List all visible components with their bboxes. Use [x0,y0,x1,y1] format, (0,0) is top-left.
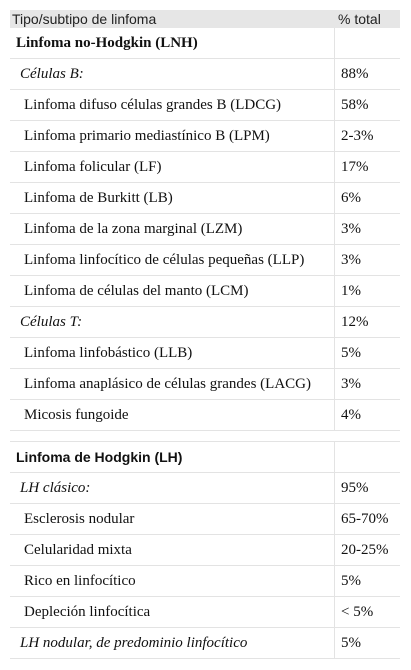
subgroup-row [10,473,400,504]
header-type: Tipo/subtipo de linfoma [12,11,157,27]
row-label: Linfoma de Burkitt (LB) [10,183,335,213]
row-label: Micosis fungoide [10,400,335,430]
row-label: Esclerosis nodular [10,504,335,534]
value-cell: 5% [341,634,361,651]
table-row [10,121,400,152]
value-cell [335,442,400,472]
section-row-lh [10,442,400,473]
lymphoma-table [10,10,400,659]
value-cell: 1% [341,282,361,299]
row-label: Linfoma difuso células grandes B (LDCG) [10,90,335,120]
value-cell: 6% [341,189,361,206]
table-row [10,183,400,214]
table-row [10,245,400,276]
table-row [10,504,400,535]
row-label: Depleción linfocítica [10,597,335,627]
subgroup-row [10,59,400,90]
section-spacer [10,431,400,442]
value-cell: 12% [341,313,369,330]
table-row [10,152,400,183]
value-cell: 17% [341,158,369,175]
table-row [10,214,400,245]
subgroup-label: Células B: [10,59,335,89]
section-row-lnh [10,28,400,59]
value-cell: 2-3% [341,127,374,144]
subgroup-row [10,628,400,659]
subgroup-label: LH nodular, de predominio linfocítico [10,628,335,658]
value-cell: 58% [341,96,369,113]
table-row [10,597,400,628]
table-row [10,535,400,566]
row-label: Rico en linfocítico [10,566,335,596]
row-label: Celularidad mixta [10,535,335,565]
value-cell: 3% [341,375,361,392]
value-cell: 88% [341,65,369,82]
subgroup-label: Células T: [10,307,335,337]
subgroup-label: LH clásico: [10,473,335,503]
value-cell: 5% [341,572,361,589]
row-label: Linfoma anaplásico de células grandes (LACG) [10,369,335,399]
value-cell: 5% [341,344,361,361]
value-cell: 20-25% [341,541,389,558]
value-cell: 65-70% [341,510,389,527]
table-row [10,276,400,307]
value-cell: 3% [341,251,361,268]
header-percent: % total [338,11,381,27]
table-header [10,10,400,28]
table-row [10,566,400,597]
row-label: Linfoma primario mediastínico B (LPM) [10,121,335,151]
value-cell [335,28,400,58]
section-title: Linfoma no-Hodgkin (LNH) [10,28,335,58]
subgroup-row [10,307,400,338]
row-label: Linfoma linfocítico de células pequeñas (LLP) [10,245,335,275]
row-label: Linfoma de la zona marginal (LZM) [10,214,335,244]
row-label: Linfoma de células del manto (LCM) [10,276,335,306]
value-cell: 3% [341,220,361,237]
value-cell: < 5% [341,603,374,620]
table-row [10,400,400,431]
table-row [10,90,400,121]
value-cell: 95% [341,479,369,496]
table-row [10,338,400,369]
row-label: Linfoma folicular (LF) [10,152,335,182]
table-row [10,369,400,400]
value-cell: 4% [341,406,361,423]
row-label: Linfoma linfobástico (LLB) [10,338,335,368]
section-title: Linfoma de Hodgkin (LH) [10,442,335,472]
